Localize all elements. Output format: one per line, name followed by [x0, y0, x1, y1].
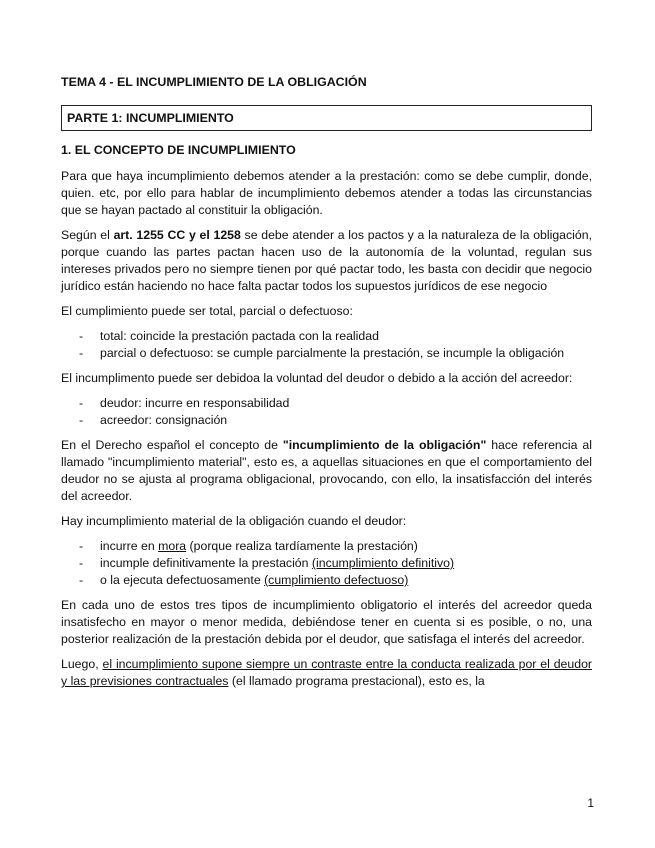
paragraph-4: El incumplimento puede ser debidoa la voluntad del deudor o debido a la acción del acreedor: [61, 371, 573, 385]
document-title: TEMA 4 - EL INCUMPLIMIENTO DE LA OBLIGACIÓN [61, 75, 367, 89]
list-item: - parcial o defectuoso: se cumple parcialmente la prestación, se incumple la obligación [61, 345, 592, 362]
paragraph-8 [61, 656, 592, 690]
page-number: 1 [587, 796, 594, 810]
paragraph-6: Hay incumplimiento material de la obligación cuando el deudor: [61, 514, 407, 528]
paragraph-1: Para que haya incumplimiento debemos atender a la prestación: como se debe cumplir, donde, quien. etc, por ello para hablar de incumplimiento debemos atender a todas las circunstancias que se hayan pactado al constituir la obligación. [61, 169, 592, 217]
list-item: - deudor: incurre en responsabilidad [61, 395, 592, 412]
list-item-text: incurre en [100, 539, 159, 553]
paragraph-2-end: se debe atender a los pactos y a la naturaleza de la obligación, porque cuando las partes pactan hacen uso de la autonomía de la voluntad, regulan sus intereses privados pero no siempre tienen por qué pactar todo, les basta con decidir que negocio jurídico están haciendo no hace falta pactar todos los supuestos jurídicos de ese negocio [61, 228, 592, 293]
part-heading-box [61, 105, 592, 131]
document-page [61, 74, 592, 698]
list-item: - acreedor: consignación [61, 412, 592, 429]
paragraph-8-end: (el llamado programa prestacional), esto es, la [228, 674, 485, 688]
list-incumplimiento-causes [61, 395, 592, 429]
list-item-text: incumple definitivamente la prestación [100, 556, 312, 570]
list-item [61, 572, 592, 589]
underlined-statement: el incumplimiento supone siempre un contraste entre la conducta realizada por el deudor y las previsiones contractuales [61, 657, 593, 688]
paragraph-5-end: hace referencia al llamado "incumplimiento material", esto es, a aquellas situaciones en que el comportamiento del deudor no se ajusta al programa obligacional, provocando, con ello, la insatisfacción del interés del acreedor. [61, 438, 592, 503]
paragraph-2-start: Según el [61, 228, 114, 242]
underlined-term: mora [158, 539, 187, 553]
paragraph-7: En cada uno de estos tres tipos de incumplimiento obligatorio el interés del acreedor queda insatisfecho en mayor o menor medida, debiéndose tener en cuenta si es posible, o no, una posterior realización de la prestación debida por el deudor, que satisfaga el interés del acreedor. [61, 598, 592, 646]
list-item [61, 555, 592, 572]
paragraph-2 [61, 227, 592, 295]
section-heading: 1. EL CONCEPTO DE INCUMPLIMIENTO [61, 143, 296, 157]
paragraph-5 [61, 437, 592, 505]
list-item [61, 538, 592, 555]
list-incumplimiento-material [61, 538, 592, 589]
part-heading: PARTE 1: INCUMPLIMIENTO [67, 111, 234, 125]
list-item-text: o la ejecuta defectuosamente [100, 573, 265, 587]
list-item: - total: coincide la prestación pactada con la realidad [61, 328, 592, 345]
paragraph-8-start: Luego, [61, 657, 103, 671]
list-item-text: (porque realiza tardíamente la prestación) [186, 539, 418, 553]
paragraph-3: El cumplimiento puede ser total, parcial o defectuoso: [61, 304, 353, 318]
list-cumplimiento-types [61, 328, 592, 362]
article-reference: art. 1255 CC y el 1258 [113, 228, 241, 242]
paragraph-5-start: En el Derecho español el concepto de [61, 438, 283, 452]
underlined-term: (incumplimiento definitivo) [311, 556, 455, 570]
concept-term: "incumplimiento de la obligación" [282, 438, 487, 452]
underlined-term: (cumplimiento defectuoso) [264, 573, 409, 587]
